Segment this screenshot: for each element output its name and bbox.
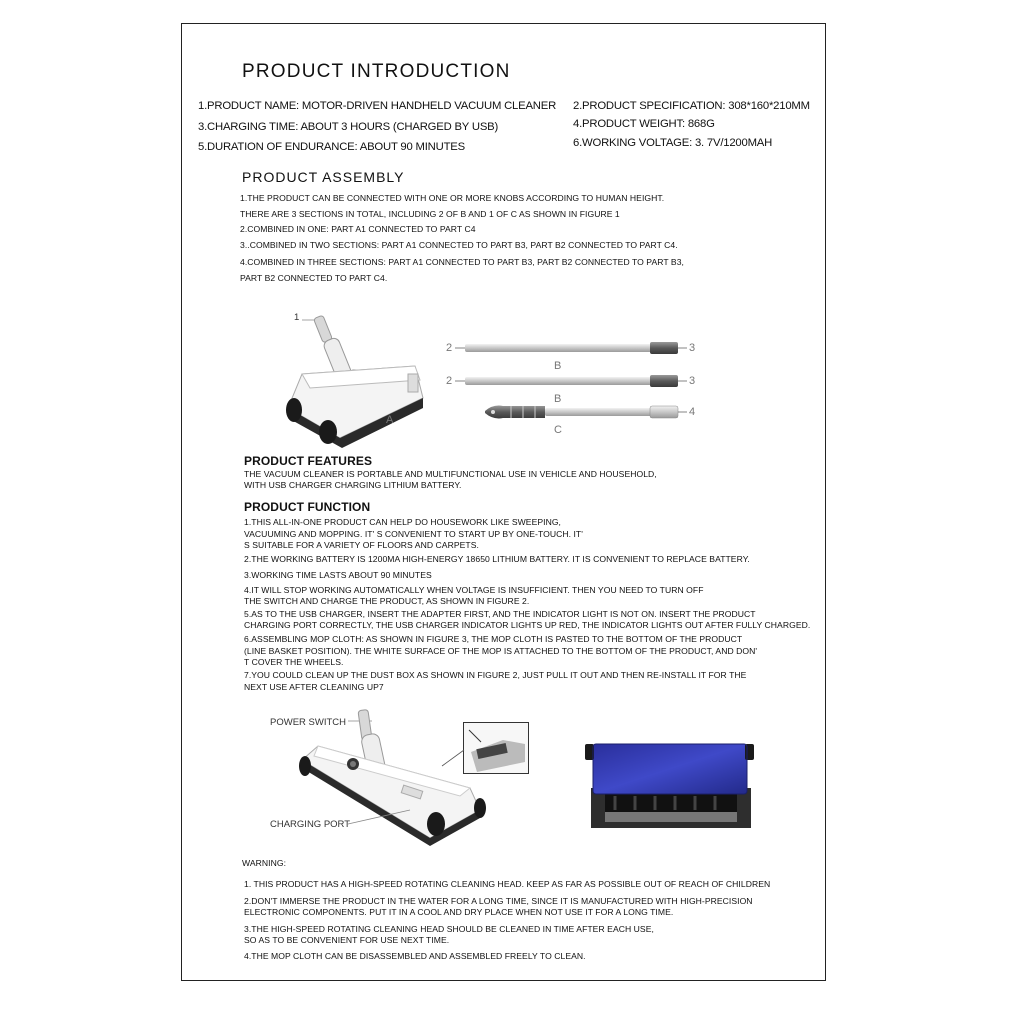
warning-line: 2.DON'T IMMERSE THE PRODUCT IN THE WATER FOR A LONG TIME, SINCE IT IS MANUFACTURED WITH HIGH-PRECISION: [244, 896, 753, 906]
dust-box-inset: [463, 722, 529, 774]
assembly-line: 4.COMBINED IN THREE SECTIONS: PART A1 CONNECTED TO PART B3, PART B2 CONNECTED TO PART B3,: [240, 257, 684, 267]
warning-line: 1. THIS PRODUCT HAS A HIGH-SPEED ROTATING CLEANING HEAD. KEEP AS FAR AS POSSIBLE OUT OF REACH OF CHILDREN: [244, 879, 771, 889]
rod-b2-right-number: 3: [689, 375, 696, 387]
spec-voltage: 6.WORKING VOLTAGE: 3. 7V/1200MAH: [573, 137, 773, 149]
page-title: PRODUCT INTRODUCTION: [242, 61, 511, 82]
spec-weight: 4.PRODUCT WEIGHT: 868G: [573, 118, 715, 130]
assembly-line: 1.THE PRODUCT CAN BE CONNECTED WITH ONE OR MORE KNOBS ACCORDING TO HUMAN HEIGHT.: [240, 193, 665, 203]
part-label-b: B: [554, 360, 562, 372]
part-label-a: A: [386, 414, 394, 426]
function-line: S SUITABLE FOR A VARIETY OF FLOORS AND CARPETS.: [244, 540, 479, 550]
rod-b-left-number: 2: [446, 342, 453, 354]
function-line: (LINE BASKET POSITION). THE WHITE SURFACE OF THE MOP IS ATTACHED TO THE BOTTOM OF THE PRODUCT, AND DON': [244, 646, 758, 656]
function-line: 2.THE WORKING BATTERY IS 1200MA HIGH-ENERGY 18650 LITHIUM BATTERY. IT IS CONVENIENT TO REPLACE BATTERY.: [244, 554, 750, 564]
function-line: T COVER THE WHEELS.: [244, 657, 344, 667]
rod-b2-left-number: 2: [446, 375, 453, 387]
spec-charging-time: 3.CHARGING TIME: ABOUT 3 HOURS (CHARGED BY USB): [198, 121, 499, 133]
function-line: 1.THIS ALL-IN-ONE PRODUCT CAN HELP DO HOUSEWORK LIKE SWEEPING,: [244, 517, 561, 527]
function-line: 7.YOU COULD CLEAN UP THE DUST BOX AS SHOWN IN FIGURE 2, JUST PULL IT OUT AND THEN RE-INSTALL IT FOR THE: [244, 670, 747, 680]
function-line: 6.ASSEMBLING MOP CLOTH: AS SHOWN IN FIGURE 3, THE MOP CLOTH IS PASTED TO THE BOTTOM OF THE PRODUCT: [244, 634, 743, 644]
warning-line: SO AS TO BE CONVENIENT FOR USE NEXT TIME.: [244, 935, 450, 945]
charging-port-callout: CHARGING PORT: [270, 819, 351, 830]
features-heading: PRODUCT FEATURES: [244, 454, 373, 468]
function-line: NEXT USE AFTER CLEANING UP7: [244, 682, 384, 692]
rods-illustration: [445, 338, 695, 438]
assembly-line: 2.COMBINED IN ONE: PART A1 CONNECTED TO PART C4: [240, 224, 476, 234]
warning-line: 4.THE MOP CLOTH CAN BE DISASSEMBLED AND ASSEMBLED FREELY TO CLEAN.: [244, 951, 586, 961]
warning-line: 3.THE HIGH-SPEED ROTATING CLEANING HEAD SHOULD BE CLEANED IN TIME AFTER EACH USE,: [244, 924, 654, 934]
spec-endurance: 5.DURATION OF ENDURANCE: ABOUT 90 MINUTES: [198, 141, 465, 153]
spec-dimensions: 2.PRODUCT SPECIFICATION: 308*160*210MM: [573, 100, 810, 112]
warning-heading: WARNING:: [242, 858, 287, 868]
callout-1: 1: [294, 312, 300, 323]
function-line: THE SWITCH AND CHARGE THE PRODUCT, AS SHOWN IN FIGURE 2.: [244, 596, 530, 606]
sweeper-body-illustration: [280, 310, 440, 445]
warning-line: ELECTRONIC COMPONENTS. PUT IT IN A COOL AND DRY PLACE WHEN NOT USE IT FOR A LONG TIME.: [244, 907, 674, 917]
rod-b-right-number: 3: [689, 342, 696, 354]
assembly-heading: PRODUCT ASSEMBLY: [242, 169, 405, 185]
assembly-line: 3..COMBINED IN TWO SECTIONS: PART A1 CONNECTED TO PART B3, PART B2 CONNECTED TO PART C4.: [240, 240, 678, 250]
rod-c-right-number: 4: [689, 406, 696, 418]
function-line: 5.AS TO THE USB CHARGER, INSERT THE ADAPTER FIRST, AND THE INDICATOR LIGHT IS NOT ON. INSERT THE PRODUCT: [244, 609, 756, 619]
features-line: WITH USB CHARGER CHARGING LITHIUM BATTERY.: [244, 480, 462, 490]
function-line: VACUUMING AND MOPPING. IT' S CONVENIENT TO START UP BY ONE-TOUCH. IT': [244, 529, 583, 539]
inset-pointer-line: [440, 748, 470, 768]
features-line: THE VACUUM CLEANER IS PORTABLE AND MULTIFUNCTIONAL USE IN VEHICLE AND HOUSEHOLD,: [244, 469, 657, 479]
function-heading: PRODUCT FUNCTION: [244, 500, 371, 514]
assembly-line: THERE ARE 3 SECTIONS IN TOTAL, INCLUDING 2 OF B AND 1 OF C AS SHOWN IN FIGURE 1: [240, 209, 620, 219]
mop-cloth-illustration: [585, 740, 755, 830]
part-label-c: C: [554, 424, 562, 436]
power-switch-callout: POWER SWITCH: [270, 717, 346, 728]
part-label-b2: B: [554, 393, 562, 405]
assembly-line: PART B2 CONNECTED TO PART C4.: [240, 273, 388, 283]
function-line: 3.WORKING TIME LASTS ABOUT 90 MINUTES: [244, 570, 432, 580]
spec-product-name: 1.PRODUCT NAME: MOTOR-DRIVEN HANDHELD VACUUM CLEANER: [198, 100, 557, 112]
function-line: CHARGING PORT CORRECTLY, THE USB CHARGER INDICATOR LIGHTS UP RED, THE INDICATOR LIGHTS OUT AFTER FULLY CHARGED.: [244, 620, 811, 630]
function-line: 4.IT WILL STOP WORKING AUTOMATICALLY WHEN VOLTAGE IS INSUFFICIENT. THEN YOU NEED TO TURN OFF: [244, 585, 704, 595]
